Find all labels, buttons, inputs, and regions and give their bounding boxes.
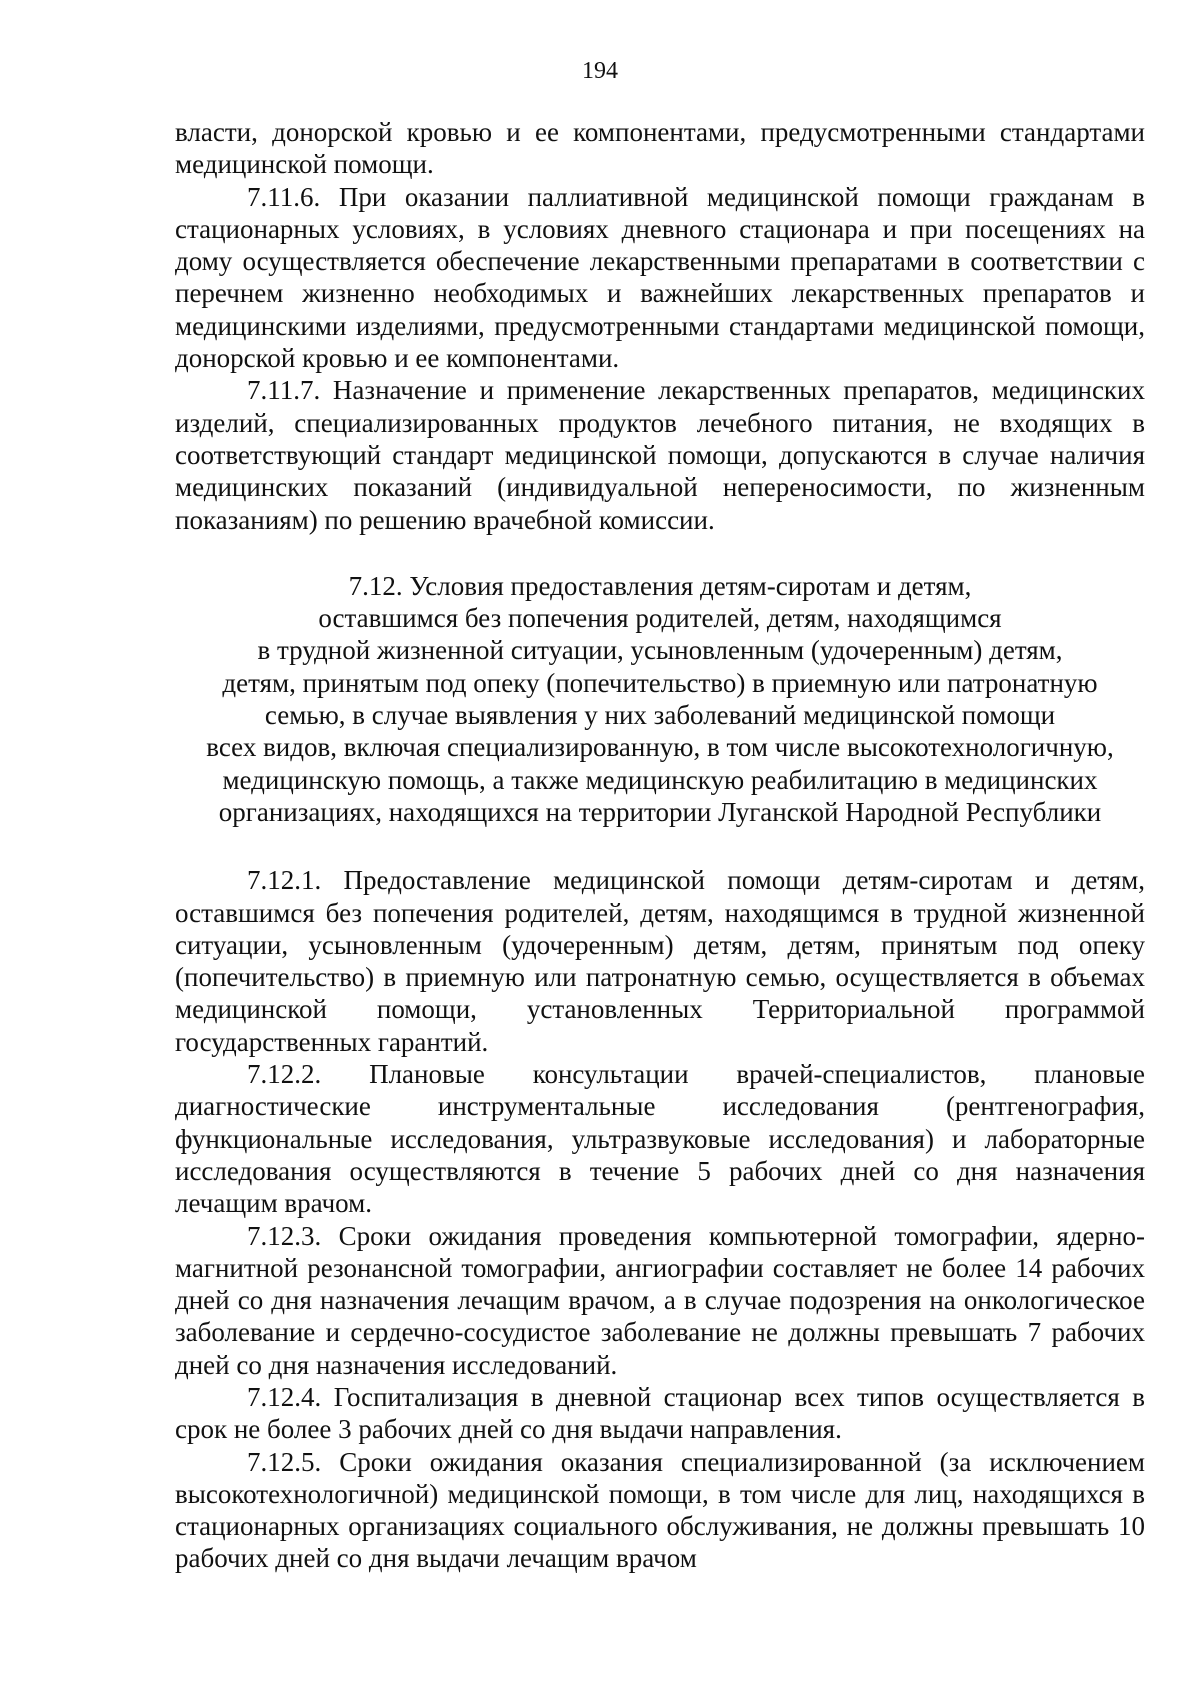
paragraph-7-12-4: 7.12.4. Госпитализация в дневной стационар всех типов осуществляется в срок не более 3 рабочих дней со дня выдачи направления. (175, 1381, 1145, 1445)
heading-line: медицинскую помощь, а также медицинскую реабилитацию в медицинских (222, 764, 1098, 795)
section-heading-7-12 (175, 570, 1145, 828)
paragraph-7-12-3: 7.12.3. Сроки ожидания проведения компьютерной томографии, ядерно-магнитной резонансной томографии, ангиографии составляет не более 14 рабочих дней со дня назначения лечащим врачом, а в случае подозрения на онкологическое заболевание и сердечно-сосудистое заболевание не должны превышать 7 рабочих дней со дня назначения исследований. (175, 1220, 1145, 1380)
page-number: 194 (582, 58, 618, 84)
heading-line: в трудной жизненной ситуации, усыновленным (удочеренным) детям, (257, 635, 1063, 666)
document-body (175, 116, 1145, 1575)
paragraph-7-12-1: 7.12.1. Предоставление медицинской помощи детям-сиротам и детям, оставшимся без попечения родителей, детям, находящимся в трудной жизненной ситуации, усыновленным (удочеренным) детям, детям, принятым под опеку (попечительство) в приемную или патронатную семью, осуществляется в объемах медицинской помощи, установленных Территориальной программой государственных гарантий. (175, 865, 1145, 1057)
heading-line: всех видов, включая специализированную, в том числе высокотехнологичную, (206, 732, 1114, 763)
heading-line: организациях, находящихся на территории Луганской Народной Республики (218, 796, 1102, 827)
heading-line: детям, принятым под опеку (попечительство) в приемную или патронатную (222, 667, 1098, 698)
paragraph-7-12-2: 7.12.2. Плановые консультации врачей-специалистов, плановые диагностические инструментальные исследования (рентгенография, функциональные исследования, ультразвуковые исследования) и лабораторные исследования осуществляются в течение 5 рабочих дней со дня назначения лечащим врачом. (175, 1059, 1145, 1219)
paragraph-7-11-7: 7.11.7. Назначение и применение лекарственных препаратов, медицинских изделий, специализированных продуктов лечебного питания, не входящих в соответствующий стандарт медицинской помощи, допускаются в случае наличия медицинских показаний (индивидуальной непереносимости, по жизненным показаниям) по решению врачебной комиссии. (175, 375, 1145, 535)
paragraph-7-11-6: 7.11.6. При оказании паллиативной медицинской помощи гражданам в стационарных условиях, в условиях дневного стационара и при посещениях на дому осуществляется обеспечение лекарственными препаратами в соответствии с перечнем жизненно необходимых и важнейших лекарственных препаратов и медицинскими изделиями, предусмотренными стандартами медицинской помощи, донорской кровью и ее компонентами. (175, 181, 1145, 374)
heading-line: оставшимся без попечения родителей, детям, находящимся (318, 603, 1002, 634)
spacer (175, 536, 1145, 570)
continuation-paragraph: власти, донорской кровью и ее компонентами, предусмотренными стандартами медицинской помощи. (175, 117, 1145, 180)
spacer (175, 828, 1145, 864)
heading-line: семью, в случае выявления у них заболеваний медицинской помощи (264, 700, 1056, 731)
heading-line: 7.12. Условия предоставления детям-сиротам и детям, (348, 570, 972, 601)
paragraph-7-12-5: 7.12.5. Сроки ожидания оказания специализированной (за исключением высокотехнологичной) медицинской помощи, в том числе для лиц, находящихся в стационарных организациях социального обслуживания, не должны превышать 10 рабочих дней со дня выдачи лечащим врачом (175, 1446, 1145, 1574)
